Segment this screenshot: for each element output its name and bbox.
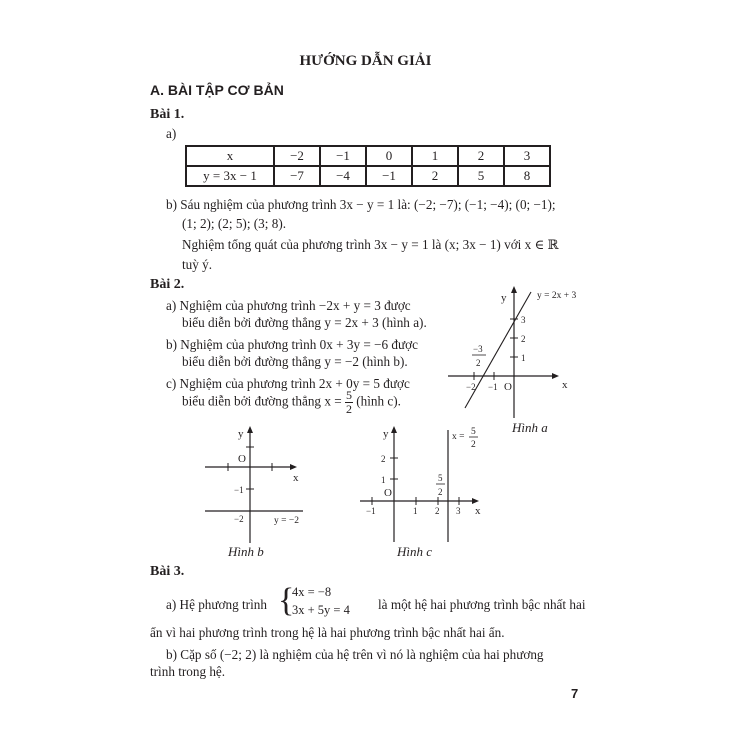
x-axis-arrow <box>472 498 479 504</box>
figure-b-graph <box>200 420 310 545</box>
x-tick-label: −1 <box>488 382 498 392</box>
x-axis-label: x <box>475 505 481 517</box>
table-cell: y = 3x − 1 <box>186 166 274 186</box>
exercise-2-c-line2 <box>182 389 401 416</box>
table-cell: 2 <box>458 146 504 166</box>
table-cell: 0 <box>366 146 412 166</box>
intercept-numerator: −3 <box>473 344 483 354</box>
origin-label: O <box>504 381 512 393</box>
fraction-numerator: 5 <box>345 388 352 402</box>
c-line2-pre: biểu diễn bởi đường thẳng x = <box>182 393 342 409</box>
x-tick-label: 1 <box>413 506 418 516</box>
exercise-1-part-b-line1: b) Sáu nghiệm của phương trình 3x − y = 1 là: (−2; −7); (−1; −4); (0; −1); <box>166 197 556 212</box>
exercise-3-b-line2: trình trong hệ. <box>150 664 226 679</box>
y-axis-arrow <box>511 286 517 293</box>
line-label: y = 2x + 3 <box>537 291 577 301</box>
exercise-2-c-line1: c) Nghiệm của phương trình 2x + 0y = 5 được <box>166 376 410 391</box>
figure-a-graph <box>448 280 618 440</box>
exercise-3-b-line1: b) Cặp số (−2; 2) là nghiệm của hệ trên vì nó là nghiệm của hai phương <box>166 647 544 662</box>
c-line2-post: (hình c). <box>356 393 401 409</box>
exercise-3-a-post: là một hệ hai phương trình bậc nhất hai <box>378 597 586 612</box>
x-axis-arrow <box>552 373 559 379</box>
exercise-2-b-line2: biểu diễn bởi đường thẳng y = −2 (hình b). <box>182 354 408 369</box>
exercise-2-b-line1: b) Nghiệm của phương trình 0x + 3y = −6 được <box>166 337 418 352</box>
exercise-1-part-b-line2: (1; 2); (2; 5); (3; 8). <box>182 216 287 231</box>
x-tick-label: 2 <box>435 506 440 516</box>
mark-numerator: 5 <box>438 473 443 483</box>
table-cell: −1 <box>366 166 412 186</box>
origin-label: O <box>238 453 246 465</box>
line-label-numerator: 5 <box>471 427 476 437</box>
y-axis-label: y <box>238 428 244 440</box>
y-axis-arrow <box>391 426 397 433</box>
table-row <box>186 146 550 166</box>
y-tick-label: 1 <box>521 353 526 363</box>
x-axis-label: x <box>293 472 299 484</box>
figure-a-caption: Hình a <box>512 420 548 435</box>
y-tick-label: 2 <box>381 454 386 464</box>
exercise-1-part-a-label: a) <box>166 126 177 141</box>
exercise-3-a-line2: ẩn vì hai phương trình trong hệ là hai phương trình bậc nhất hai ẩn. <box>150 625 505 640</box>
section-heading: A. BÀI TẬP CƠ BẢN <box>150 82 284 98</box>
system-equation-2: 3x + 5y = 4 <box>292 603 350 617</box>
figure-c-caption: Hình c <box>397 544 433 559</box>
figure-c-graph <box>355 420 500 545</box>
table-cell: −2 <box>274 146 320 166</box>
y-tick-label: −1 <box>234 485 244 495</box>
table-cell: −4 <box>320 166 366 186</box>
table-cell: 5 <box>458 166 504 186</box>
y-axis-label: y <box>501 292 507 304</box>
y-axis-label: y <box>383 428 389 440</box>
mark-denominator: 2 <box>438 487 443 497</box>
line-label-pre: x = <box>452 432 465 442</box>
intercept-denominator: 2 <box>476 358 481 368</box>
table-row <box>186 166 550 186</box>
y-tick-label: −2 <box>234 514 244 524</box>
y-tick-label: 1 <box>381 475 386 485</box>
system-equation-1: 4x = −8 <box>292 585 332 599</box>
table-cell: −7 <box>274 166 320 186</box>
x-axis-label: x <box>562 379 568 391</box>
exercise-2-heading: Bài 2. <box>150 277 185 292</box>
table-cell: 3 <box>504 146 550 166</box>
table-cell: 8 <box>504 166 550 186</box>
table-cell: 2 <box>412 166 458 186</box>
y-axis-arrow <box>247 426 253 433</box>
page-title: HƯỚNG DẪN GIẢI <box>299 53 432 69</box>
x-tick-label: −2 <box>466 382 476 392</box>
fraction <box>345 389 353 416</box>
table-cell: 1 <box>412 146 458 166</box>
exercise-1-heading: Bài 1. <box>150 107 185 122</box>
exercise-3-a-pre: a) Hệ phương trình <box>166 597 267 612</box>
exercise-1-general-line1: Nghiệm tổng quát của phương trình 3x − y = 1 là (x; 3x − 1) với x ∈ ℝ <box>182 237 559 252</box>
exercise-2-a-line2: biểu diễn bởi đường thẳng y = 2x + 3 (hình a). <box>182 315 427 330</box>
x-tick-label: 3 <box>456 506 461 516</box>
page-number: 7 <box>571 686 579 701</box>
exercise-1-general-line2: tuỳ ý. <box>182 257 213 272</box>
x-axis-arrow <box>290 464 297 470</box>
table-cell: −1 <box>320 146 366 166</box>
table-cell: x <box>186 146 274 166</box>
figure-b-caption: Hình b <box>228 544 264 559</box>
line-label: y = −2 <box>274 516 299 526</box>
system-brace: { <box>278 582 295 619</box>
exercise-2-a-line1: a) Nghiệm của phương trình −2x + y = 3 được <box>166 298 411 313</box>
line-label-denominator: 2 <box>471 440 476 450</box>
y-tick-label: 3 <box>521 315 526 325</box>
fraction-denominator: 2 <box>345 402 352 416</box>
y-tick-label: 2 <box>521 334 526 344</box>
x-tick-label: −1 <box>366 506 376 516</box>
origin-label: O <box>384 487 392 499</box>
exercise-3-heading: Bài 3. <box>150 564 185 579</box>
value-table <box>185 145 551 187</box>
